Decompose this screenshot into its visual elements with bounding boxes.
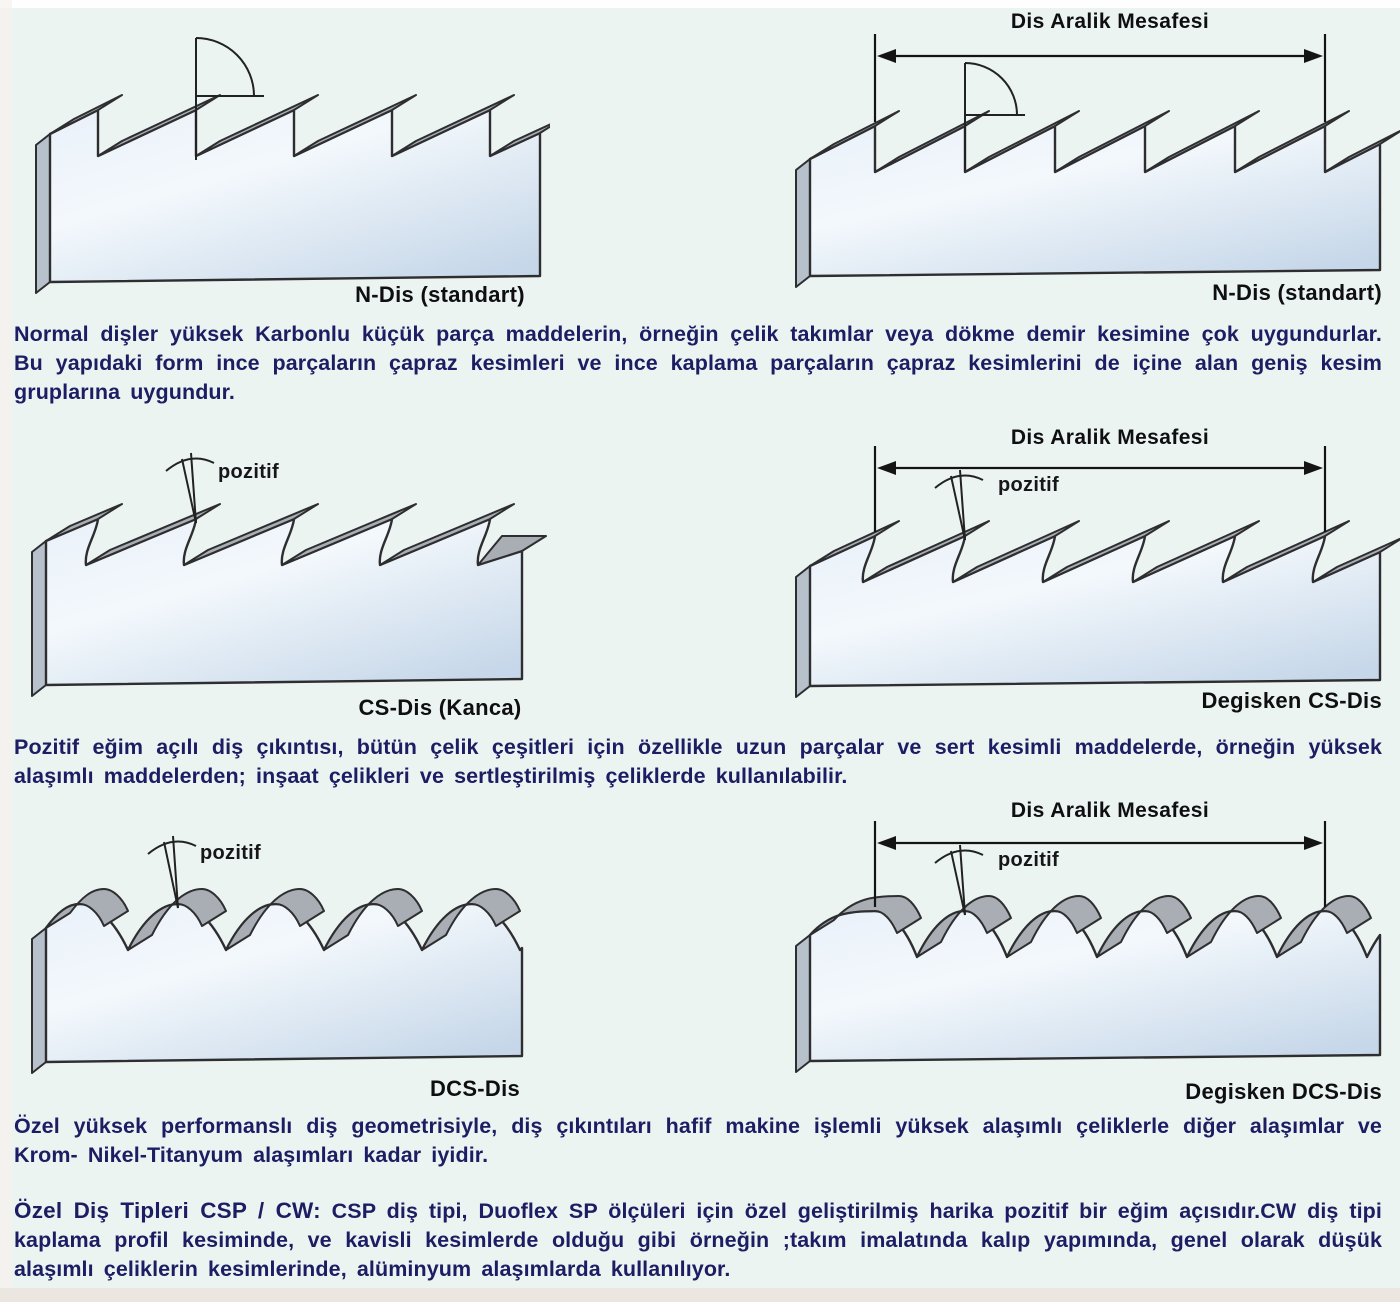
figure-cs-dis-hook: [10, 423, 550, 725]
figure-caption: N-Dis (standart): [355, 282, 525, 307]
figure-degisken-cs-dis: [760, 420, 1400, 730]
rake-angle-label: pozitif: [218, 461, 279, 483]
blade-illustration-hook-dimensioned: [760, 420, 1400, 730]
paragraph-2: [14, 733, 1390, 791]
scan-edge-top: [0, 0, 1400, 8]
paragraph-1-text: Normal dişler yüksek Karbonlu küçük parça maddelerin, örneğin çelik takımlar veya dökme demir kesimine çok uygundurlar. Bu yapıdaki form ince parçaların çapraz kesimleri ve ince kaplama parçaların çapraz kesimlerini de içine alan geniş kesim gruplarına uygundur.: [14, 322, 1382, 404]
figure-caption: DCS-Dis: [429, 1076, 521, 1101]
paragraph-2-text: Pozitif eğim açılı diş çıkıntısı, bütün çelik çeşitleri için özellikle uzun parçalar ve sert kesimli maddelerde, örneğin yüksek alaşımlı maddelerden; inşaat çelikleri ve sertleştirilmiş çeliklerde kullanılabilir.: [14, 735, 1382, 788]
paragraph-3: [14, 1112, 1390, 1170]
blade-front-face: [46, 519, 522, 685]
figure-caption: N-Dis (standart): [1212, 280, 1382, 305]
blade-illustration-standard-dimensioned: [760, 8, 1400, 313]
blade-end-face: [32, 928, 46, 1073]
blade-illustration-wavy: [10, 800, 550, 1105]
dimension-lines: [875, 446, 1325, 532]
blade-end-face: [796, 566, 810, 697]
paragraph-4: [14, 1196, 1390, 1284]
figure-n-dis-standard-left: [10, 10, 550, 320]
figure-degisken-dcs-dis: [760, 795, 1400, 1105]
blade-illustration-standard: [10, 10, 550, 320]
figure-n-dis-standard-right: [760, 8, 1400, 313]
figure-dcs-dis: [10, 800, 550, 1105]
paragraph-4-lead: Özel Diş Tipleri CSP / CW:: [14, 1198, 321, 1223]
blade-end-face: [796, 935, 810, 1072]
figure-caption: Degisken CS-Dis: [1201, 688, 1382, 713]
blade-front-face: [50, 110, 540, 282]
paragraph-3-text: Özel yüksek performanslı diş geometrisiyle, diş çıkıntıları hafif makine işlemli yüksek alaşımlı çeliklerle diğer alaşımlar ve Krom- Nikel-Titanyum alaşımları kadar iyidir.: [14, 1114, 1382, 1167]
blade-illustration-wavy-dimensioned: [760, 795, 1400, 1105]
figure-caption: Degisken DCS-Dis: [1185, 1079, 1382, 1104]
blade-end-face: [36, 134, 50, 293]
rake-angle-label: pozitif: [998, 474, 1059, 496]
blade-end-face: [32, 541, 46, 696]
dimension-label: Dis Aralik Mesafesi: [1010, 426, 1210, 449]
blade-illustration-hook: [10, 423, 550, 725]
paragraph-4-text: CSP diş tipi, Duoflex SP ölçüleri için özel geliştirilmiş harika pozitif bir eğim açısıdır.CW diş tipi kaplama profil kesiminde, ve kavisli kesimlerde olduğu gibi örneğin ;takım imalatında kalıp yapımında, genel olarak düşük alaşımlı çeliklerin kesimlerinde, alüminyum alaşımlarda kullanılıyor.: [14, 1199, 1382, 1281]
blade-end-face: [796, 159, 810, 287]
rake-angle-label: pozitif: [200, 842, 261, 864]
dimension-label: Dis Aralik Mesafesi: [1010, 799, 1210, 822]
rake-angle-label: pozitif: [998, 849, 1059, 871]
dimension-lines: [875, 34, 1325, 122]
dimension-lines: [875, 821, 1325, 907]
dimension-label: Dis Aralik Mesafesi: [1010, 10, 1210, 33]
scan-edge-bottom: [0, 1288, 1400, 1302]
figure-caption: CS-Dis (Kanca): [358, 695, 522, 720]
paragraph-1: [14, 320, 1390, 407]
